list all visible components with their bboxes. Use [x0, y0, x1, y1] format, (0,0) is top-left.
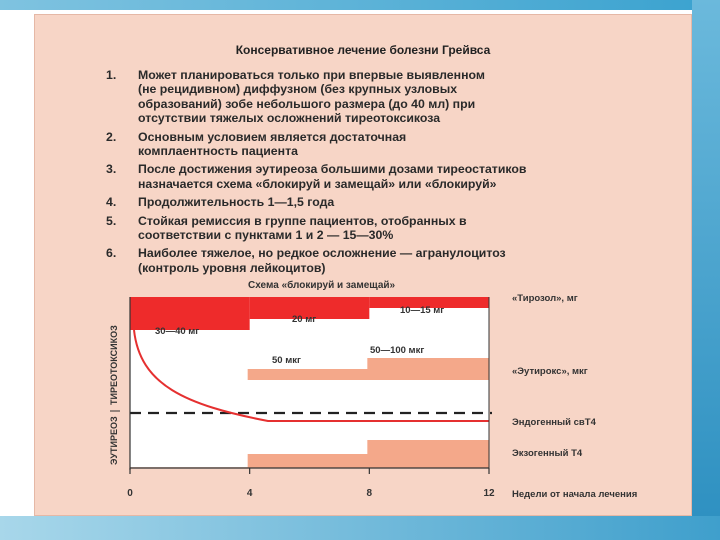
item-text: Стойкая ремиссия в группе пациентов, отобранных в соответствии с пунктами 1 и 2 — 15—30% [138, 213, 467, 243]
item-number: 3. [106, 162, 117, 177]
euthyrox-bar [248, 369, 370, 380]
item-text: После достижения эутиреоза большими дозами тиреостатиков назначается схема «блокируй и замещай» или «блокируй» [138, 162, 527, 191]
item-number: 4. [106, 195, 117, 210]
y-label-top: ТИРЕОТОКСИКОЗ [109, 325, 119, 405]
euthyrox-bar [367, 358, 489, 380]
slide-title: Консервативное лечение болезни Грейвса [235, 43, 491, 57]
euthyrox-dose-label: 50 мкг [272, 355, 301, 366]
tyrozol-dose-label: 30—40 мг [155, 326, 200, 337]
chart-title: Схема «блокируй и замещай» [248, 280, 396, 291]
x-tick-label: 8 [366, 488, 373, 499]
x-ticks [127, 468, 495, 499]
item-text: Может планироваться только при впервые выявленном (не рецидивном) диффузном (без крупных узловых образований) зобе небольшого размера (до 40 мл) при отсутствии тяжелых осложнений тиреотоксикоза [138, 68, 485, 126]
item-number: 5. [106, 213, 117, 228]
x-tick-label: 0 [127, 488, 133, 499]
euthyrox-dose-label: 50—100 мкг [370, 345, 425, 356]
item-text: Основным условием является достаточная комплаентность пациента [138, 129, 407, 159]
tyrozol-legend: «Тирозол», мг [512, 293, 578, 304]
x-tick-label: 4 [246, 488, 253, 499]
item-text: Продолжительность 1—1,5 года [138, 195, 335, 210]
item-text: Наиболее тяжелое, но редкое осложнение — агранулоцитоз (контроль уровня лейкоцитов) [138, 246, 506, 275]
tyrozol-dose-label: 10—15 мг [400, 305, 445, 316]
x-axis-label: Недели от начала лечения [512, 489, 638, 500]
tyrozol-dose-label: 20 мг [292, 314, 317, 325]
item-number: 1. [106, 68, 117, 82]
endogenous-t4-legend: Эндогенный свТ4 [512, 417, 596, 428]
exogenous-t4-bar [248, 454, 370, 468]
exogenous-t4-legend: Экзогенный Т4 [512, 448, 583, 459]
item-number: 6. [106, 246, 117, 261]
exogenous-t4-bar [367, 440, 489, 468]
item-number: 2. [106, 129, 117, 144]
euthyrox-legend: «Эутирокс», мкг [512, 366, 588, 377]
x-tick-label: 12 [483, 488, 495, 499]
y-label-bottom: ЭУТИРЕОЗ [109, 416, 119, 465]
